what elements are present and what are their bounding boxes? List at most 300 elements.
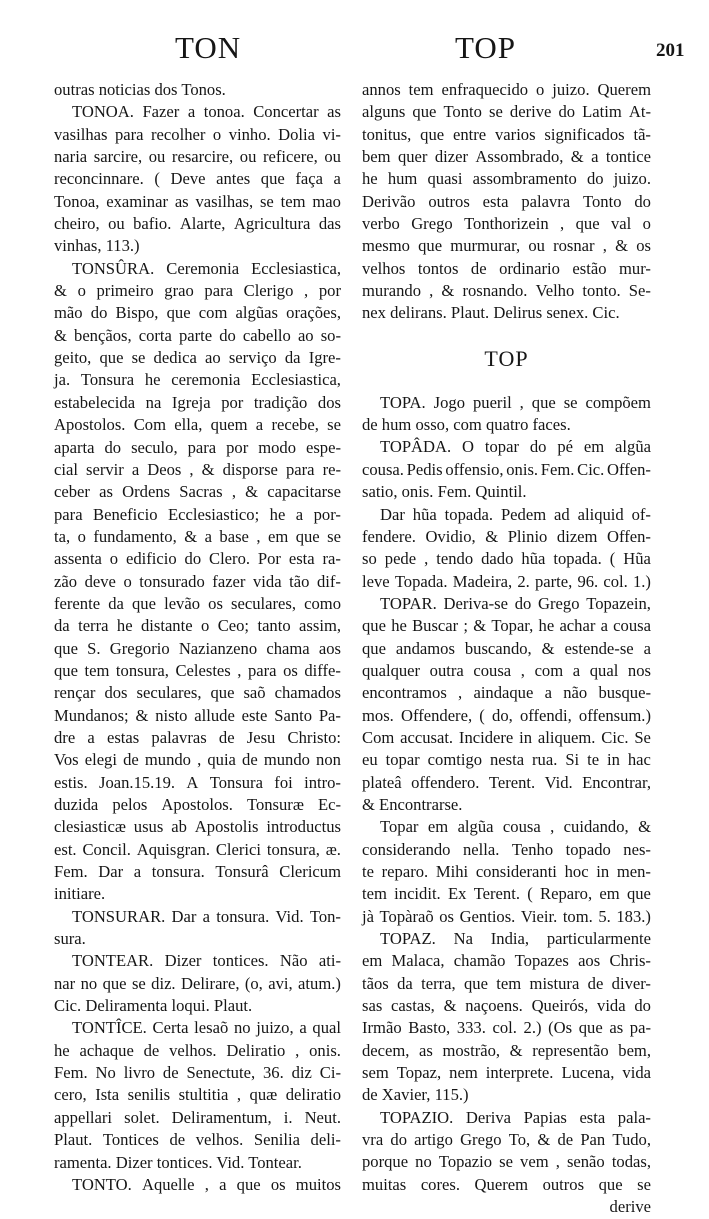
word: ra- (322, 549, 341, 569)
word: quer (397, 147, 428, 167)
word: murmurar, (450, 236, 521, 256)
word: cores. (420, 1174, 460, 1194)
word: Pa- (318, 705, 341, 725)
word: de (162, 1063, 179, 1083)
word: men- (616, 862, 651, 881)
text-line (362, 526, 651, 548)
word: bafio. (133, 214, 172, 234)
text-line (54, 504, 341, 526)
word: elegi (84, 750, 117, 770)
word: quasi (427, 169, 463, 189)
word: 36. (262, 1063, 284, 1083)
word: Aquisgran. (136, 839, 210, 859)
text-line (362, 504, 651, 526)
word: mundo (263, 750, 310, 770)
word: da (108, 593, 124, 613)
word: Concil. (82, 839, 131, 859)
word: TONSÛRA. (72, 258, 155, 278)
text-line (362, 1129, 651, 1151)
word: Tontices (102, 1130, 159, 1150)
word: & (54, 325, 67, 345)
word: estende-se (564, 638, 634, 658)
word: Clerigo (243, 281, 294, 301)
word: ; (463, 616, 469, 636)
word: Dar (171, 906, 197, 926)
word: tontice (605, 147, 651, 167)
text-line (54, 794, 341, 816)
word: Cic. (601, 727, 629, 747)
word: Delirare, (180, 973, 240, 993)
word: para (114, 124, 144, 144)
word: a (572, 660, 581, 680)
word: do (390, 1130, 407, 1150)
word: entre (452, 124, 487, 144)
word: pé (557, 437, 574, 457)
word: esta (288, 549, 315, 569)
word: & (570, 147, 584, 167)
word: ( (609, 549, 616, 569)
word: achaque (79, 1040, 134, 1060)
word: para (187, 437, 217, 457)
catchword-text: derive (609, 1197, 651, 1217)
word: & (638, 817, 651, 837)
word: duzida (54, 795, 99, 814)
word: accusat. (400, 727, 454, 747)
text-line (362, 794, 651, 816)
word: cheiro, (54, 214, 100, 234)
word: Querem (474, 1174, 528, 1194)
word: jà (362, 906, 374, 926)
line-text: de Xavier, 115.) (362, 1085, 469, 1105)
word: diz. (151, 973, 176, 993)
word: ella, (174, 415, 203, 435)
word: encontramos (362, 683, 447, 703)
right-column (362, 79, 651, 1219)
word: ou (108, 214, 125, 234)
word: modo (258, 437, 297, 457)
word: & (184, 526, 198, 546)
word: topar (484, 437, 519, 457)
word: onis. (309, 1040, 341, 1060)
word: Si (565, 750, 580, 770)
text-line (362, 1174, 651, 1196)
word: Jogo (433, 392, 465, 412)
word: que (626, 884, 651, 904)
word: deliratio (285, 1085, 341, 1105)
word: offensio, (445, 459, 504, 479)
right-column-top-entries (362, 79, 651, 325)
word: Aquelle (141, 1174, 195, 1194)
word: recolher (151, 124, 206, 144)
word: que (54, 660, 78, 680)
word: Tonthorizein (464, 214, 549, 234)
word: Alarte, (179, 214, 226, 234)
word: tontos (417, 258, 459, 278)
word: aparta (54, 437, 95, 457)
word: pa- (629, 1018, 651, 1038)
word: diffe- (304, 660, 341, 680)
word: compõem (585, 392, 651, 412)
word: dado (481, 549, 514, 569)
word: as (174, 191, 189, 211)
word: TONTÎCE. (72, 1018, 147, 1038)
word: ab (171, 817, 187, 837)
text-line (362, 973, 651, 995)
word: Offendere, (401, 705, 473, 725)
word: , (519, 392, 524, 412)
word: tem (362, 884, 387, 904)
word: busque- (598, 683, 651, 703)
word: Celestes (175, 660, 231, 680)
word: Hũa (623, 549, 651, 569)
word: lesaõ (194, 1018, 229, 1038)
text-line (54, 1129, 341, 1151)
word: a (87, 727, 95, 747)
word: A (186, 772, 199, 792)
word: os (439, 906, 454, 926)
text-line (54, 1040, 341, 1062)
text-line (54, 1152, 341, 1174)
text-line (54, 347, 341, 369)
word: Encontrar, (582, 772, 651, 792)
word: outros (428, 191, 470, 211)
text-line (54, 1084, 341, 1106)
word: que (362, 616, 386, 636)
word: tem (84, 660, 110, 680)
word: que (260, 169, 285, 189)
word: de (242, 750, 258, 770)
line-text: initiare. (54, 884, 106, 904)
word: Grego (411, 214, 453, 234)
word: clesiasticæ (54, 817, 126, 837)
word: atum.) (298, 973, 341, 993)
word: cuidando, (563, 817, 629, 837)
word: ja. (54, 370, 71, 390)
word: TOPAZIO. (380, 1107, 454, 1127)
line-text: Cic. Deliramenta loqui. Plaut. (54, 996, 253, 1016)
word: , (295, 1040, 300, 1060)
word: aliquid (577, 504, 624, 524)
word: , (424, 549, 429, 569)
word: annos (362, 80, 401, 99)
text-line (54, 280, 341, 302)
word: velhos. (195, 1130, 244, 1150)
word: mur- (619, 258, 651, 278)
word: India, (490, 929, 530, 949)
word: corta (138, 325, 172, 345)
word: do (104, 437, 122, 457)
word: rençar (54, 683, 96, 703)
word: os (270, 1174, 286, 1194)
word: val (610, 214, 632, 234)
word: pala- (617, 1107, 651, 1127)
word: 183.) (616, 906, 651, 926)
word: Gentios. (459, 906, 516, 926)
word: enfraquecido (441, 80, 529, 99)
word: offensum.) (578, 705, 651, 725)
word: Ex (447, 884, 467, 904)
word: i. (283, 1107, 293, 1127)
word: a (591, 147, 599, 167)
word: tem (496, 973, 522, 993)
word: vinho. (228, 124, 271, 144)
word: qual (312, 1018, 341, 1038)
word: o (536, 80, 545, 99)
word: reparo. (381, 862, 429, 881)
word: em (267, 526, 289, 546)
left-column (54, 79, 341, 1196)
word: tanto (257, 616, 291, 636)
text-line (54, 861, 341, 883)
word: grao (164, 281, 194, 301)
text-line (54, 928, 341, 950)
word: Fem. (54, 862, 88, 882)
text-line (362, 1084, 651, 1106)
word: Igreja (171, 392, 211, 412)
text-line (362, 660, 651, 682)
word: cousa (613, 616, 651, 636)
word: no (233, 1018, 251, 1038)
word: mos. (362, 705, 394, 725)
word: Ecclesiastica, (251, 370, 341, 390)
word: por (318, 281, 341, 301)
catchword (362, 1196, 651, 1218)
text-line (362, 839, 651, 861)
word: se (489, 102, 503, 122)
word: ou (324, 147, 341, 167)
word: derive (509, 102, 552, 122)
word: TONSURAR. (72, 906, 166, 926)
word: para (54, 504, 83, 524)
word: TOPAZ. (380, 929, 436, 949)
word: a (255, 415, 264, 435)
word: intro- (304, 772, 341, 792)
word: dos (317, 392, 341, 412)
word: Ceo; (217, 616, 250, 636)
word: ou (239, 147, 257, 167)
text-line (54, 727, 341, 749)
word: Ista (95, 1085, 120, 1105)
word: Tonto (583, 191, 622, 211)
word: 333. (456, 1018, 486, 1038)
word: O (462, 437, 475, 457)
word: dre (54, 727, 76, 747)
word: se (259, 191, 274, 211)
word: de (587, 973, 604, 993)
word: os (283, 660, 298, 680)
word: Derivão (362, 191, 416, 211)
word: Velho (535, 281, 575, 301)
word: he (391, 616, 407, 636)
word: he (362, 169, 378, 189)
text-line (362, 705, 651, 727)
word: rua. (532, 750, 558, 770)
word: que (598, 1174, 623, 1194)
word: tonsura, (115, 660, 169, 680)
word: & (541, 638, 555, 658)
word: in (607, 750, 620, 770)
word: tom. (562, 906, 593, 926)
word: recebe, (271, 415, 319, 435)
text-line (54, 705, 341, 727)
word: estabelecida (54, 392, 136, 412)
word: buscando, (464, 638, 532, 658)
word: offendero. (411, 772, 480, 792)
word: seculares, (231, 593, 296, 613)
word: o (642, 214, 651, 234)
word: considerando (362, 839, 451, 859)
word: col. (603, 571, 628, 591)
word: he (269, 504, 286, 524)
word: At- (628, 102, 651, 122)
text-line (362, 1151, 651, 1173)
word: dizer (434, 147, 468, 167)
word: o (123, 571, 132, 591)
word: offendi, (519, 705, 572, 725)
word: distante (140, 616, 193, 636)
word: deve (84, 571, 116, 591)
word: reconcinnare. (54, 169, 144, 189)
word: , (304, 281, 309, 301)
word: usus (133, 817, 164, 837)
word: a (544, 683, 552, 703)
word: em (583, 437, 605, 457)
text-line (362, 727, 651, 749)
word: Dolia (278, 124, 316, 144)
word: Papias (523, 1107, 567, 1127)
word: Malaca, (391, 951, 445, 971)
text-line (54, 749, 341, 771)
word: Por (257, 549, 281, 569)
word: as (327, 102, 341, 122)
word: & (537, 1130, 551, 1150)
word: Vieir. (520, 906, 558, 926)
word: tonsurado (139, 571, 205, 591)
word: Mundanos; (54, 705, 129, 725)
text-line (362, 906, 651, 928)
word: Nazianzeno (178, 638, 258, 658)
word: Clerici (215, 839, 262, 859)
text-line (362, 548, 651, 570)
word: Offen- (607, 526, 651, 546)
running-head-left: TON (175, 30, 242, 65)
word: que (575, 214, 600, 234)
word: seculo, (131, 437, 178, 457)
word: da (284, 348, 301, 368)
text-line (54, 816, 341, 838)
word: Apostolos. (161, 795, 233, 814)
word: so- (320, 325, 341, 345)
word: mesmo (362, 236, 410, 256)
line-text: de hum osso, com quatro faces. (362, 415, 571, 435)
word: tãos (362, 973, 389, 993)
text-line (362, 928, 651, 950)
word: com (534, 660, 564, 680)
word: he (54, 1040, 70, 1060)
word: para (247, 660, 277, 680)
word: parte (178, 325, 213, 345)
text-line (54, 414, 341, 436)
word: que (362, 638, 386, 658)
word: pelos (112, 795, 148, 814)
word: Tonoa, (54, 191, 100, 211)
word: fendere. (362, 526, 416, 546)
word: Se (634, 727, 651, 747)
word: saõ (243, 683, 266, 703)
word: na (145, 392, 162, 412)
word: rosnando. (462, 281, 528, 301)
word: que (99, 348, 124, 368)
word: ta, (54, 526, 71, 546)
word: Queirós, (531, 996, 589, 1016)
word: achar (559, 616, 596, 636)
word: que (412, 102, 437, 122)
word: vi- (322, 124, 341, 144)
word: Clericum (279, 862, 341, 882)
word: hoc (564, 862, 589, 881)
word: decem, (362, 1040, 410, 1060)
word: mão (54, 303, 83, 323)
text-line (362, 1017, 651, 1039)
word: representão (532, 1040, 609, 1060)
word: mistura (529, 973, 580, 993)
word: as (99, 482, 113, 502)
word: , (555, 1152, 560, 1172)
word: mao (312, 191, 341, 211)
word: por- (313, 504, 341, 524)
word: de (218, 727, 235, 747)
text-line (54, 593, 341, 615)
text-line (362, 883, 651, 905)
word: da (54, 616, 70, 636)
word: Terent. (488, 772, 536, 792)
word: tendo (436, 549, 474, 569)
word: dedica (153, 348, 197, 368)
word: ad (554, 504, 570, 524)
word: tonitus, (362, 124, 412, 144)
word: Topazio (438, 1152, 493, 1172)
word: Ec- (317, 795, 341, 814)
word: palavras (151, 727, 207, 747)
text-line (54, 995, 341, 1017)
text-line (362, 816, 651, 838)
word: examinar (106, 191, 168, 211)
text-line (54, 258, 341, 280)
word: o (77, 526, 86, 546)
word: avi, (268, 973, 293, 993)
word: naria (54, 147, 88, 167)
text-line (362, 1062, 651, 1084)
word: ordinario (499, 258, 560, 278)
text-line (54, 213, 341, 235)
text-line (54, 325, 341, 347)
word: a (299, 1018, 307, 1038)
word: te (362, 862, 374, 881)
word: col. (492, 1018, 517, 1038)
text-line (54, 615, 341, 637)
word: nes- (623, 839, 651, 859)
word: Deriva-se (443, 593, 508, 613)
word: TOPA. (380, 392, 426, 412)
word: 2.) (523, 1018, 542, 1038)
word: se (131, 348, 146, 368)
word: aindaque (473, 683, 534, 703)
word: castas, (391, 996, 435, 1016)
word: terra, (421, 973, 456, 993)
text-line (54, 459, 341, 481)
word: do (529, 437, 547, 457)
word: Vos (54, 750, 79, 770)
